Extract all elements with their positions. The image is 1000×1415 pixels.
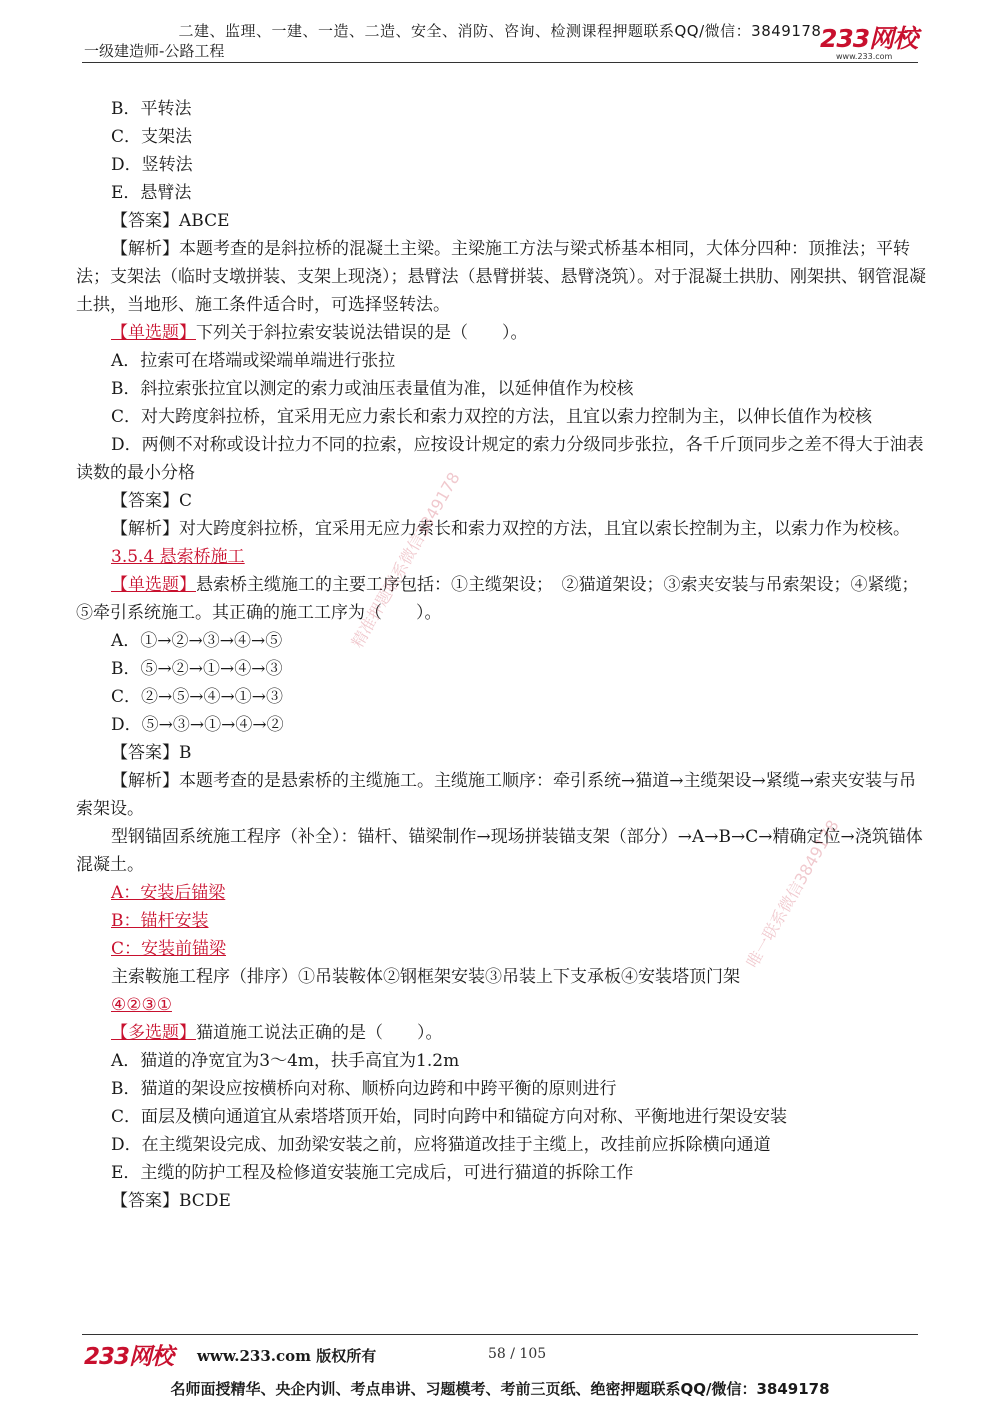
header-logo-url: www.233.com bbox=[836, 52, 893, 61]
section-title: 3.5.4 悬索桥施工 bbox=[111, 547, 245, 567]
q2-analysis: 【解析】对大跨度斜拉桥，宜采用无应力索长和索力双控的方法，且宜以索长控制为主，以索力作为校核。 bbox=[111, 519, 910, 539]
q4-option-d: D．在主缆架设完成、加劲梁安装之前，应将猫道改挂于主缆上，改挂前应拆除横向通道 bbox=[111, 1135, 771, 1155]
q4-option-b: B．猫道的架设应按横桥向对称、顺桥向边跨和中跨平衡的原则进行 bbox=[111, 1079, 617, 1099]
header-logo-text: 233网校 bbox=[820, 24, 918, 53]
q3-question bbox=[76, 571, 926, 627]
footer-logo: 233网校 bbox=[84, 1344, 174, 1370]
q1-option-e: E．悬臂法 bbox=[111, 183, 192, 203]
q4-option-e: E．主缆的防护工程及检修道安装施工完成后，可进行猫道的拆除工作 bbox=[111, 1163, 634, 1183]
q4-option-a: A．猫道的净宽宜为3～4m，扶手高宜为1.2m bbox=[111, 1051, 460, 1071]
header-subtitle: 一级建造师-公路工程 bbox=[84, 42, 225, 60]
q3-analysis: 【解析】本题考查的是悬索桥的主缆施工。主缆施工顺序：牵引系统→猫道→主缆架设→紧缆→索夹安装与吊索架设。 bbox=[76, 771, 916, 819]
q4-answer: 【答案】BCDE bbox=[111, 1191, 231, 1211]
q4-stem: 猫道施工说法正确的是（ ）。 bbox=[196, 1023, 443, 1043]
q4-option-c: C．面层及横向通道宜从索塔塔顶开始，同时向跨中和锚碇方向对称、平衡地进行架设安装 bbox=[111, 1107, 788, 1127]
q3-option-c: C．②→⑤→④→①→③ bbox=[111, 687, 283, 707]
watermark-1: 精准押题联系微信3849178 bbox=[347, 468, 464, 651]
q3-stem: 悬索桥主缆施工的主要工序包括：①主缆架设； ②猫道架设；③索夹安装与吊索架设；④紧缆；⑤牵引系统施工。其正确的施工工序为（ ）。 bbox=[76, 575, 919, 623]
q2-option-b: B．斜拉索张拉宜以测定的索力或油压表量值为准，以延伸值作为校核 bbox=[111, 379, 634, 399]
page-content bbox=[76, 95, 926, 1215]
q2-tag: 【单选题】 bbox=[111, 323, 196, 343]
footer-copyright: www.233.com 版权所有 bbox=[197, 1347, 377, 1365]
header-banner: 二建、监理、一建、一造、二造、安全、消防、咨询、检测课程押题联系QQ/微信：3849178 bbox=[178, 22, 822, 40]
watermark-2: 唯一联系微信3849178 bbox=[742, 816, 843, 971]
q3-tag: 【单选题】 bbox=[111, 575, 196, 595]
q1-option-c: C．支架法 bbox=[111, 127, 193, 147]
q3-option-a: A．①→②→③→④→⑤ bbox=[111, 631, 283, 651]
q4-question bbox=[76, 1019, 926, 1047]
q4-tag: 【多选题】 bbox=[111, 1023, 196, 1043]
footer-banner: 名师面授精华、央企内训、考点串讲、习题模考、考前三页纸、绝密押题联系QQ/微信：3849178 bbox=[170, 1380, 830, 1398]
q3-fill-b: B：锚杆安装 bbox=[111, 911, 209, 931]
q1-analysis: 【解析】本题考查的是斜拉桥的混凝土主梁。主梁施工方法与梁式桥基本相同，大体分四种：顶推法；平转法；支架法（临时支墩拼装、支架上现浇）；悬臂法（悬臂拼装、悬臂浇筑）。对于混凝土拱肋、刚架拱、钢管混凝土拱，当地形、施工条件适合时，可选择竖转法。 bbox=[76, 239, 926, 315]
q3-note-saddle: 主索鞍施工程序（排序）①吊装鞍体②钢框架安装③吊装上下支承板④安装塔顶门架 bbox=[111, 967, 740, 987]
q2-answer: 【答案】C bbox=[111, 491, 193, 511]
q1-option-b: B．平转法 bbox=[111, 99, 192, 119]
q3-note-anchorage: 型钢锚固系统施工程序（补全）：锚杆、锚梁制作→现场拼装锚支架（部分）→A→B→C→精确定位→浇筑锚体混凝土。 bbox=[76, 827, 923, 875]
footer-divider bbox=[82, 1334, 918, 1335]
page-number: 58 / 105 bbox=[488, 1346, 547, 1362]
q2-option-c: C．对大跨度斜拉桥，宜采用无应力索长和索力双控的方法，且宜以索力控制为主，以伸长值作为校核 bbox=[111, 407, 873, 427]
q3-answer: 【答案】B bbox=[111, 743, 192, 763]
q3-note-saddle-answer: ④②③① bbox=[111, 995, 172, 1015]
q2-option-a: A．拉索可在塔端或梁端单端进行张拉 bbox=[111, 351, 396, 371]
q1-answer: 【答案】ABCE bbox=[111, 211, 230, 231]
q3-fill-c: C：安装前锚梁 bbox=[111, 939, 227, 959]
q2-option-d: D．两侧不对称或设计拉力不同的拉索，应按设计规定的索力分级同步张拉，各千斤顶同步之差不得大于油表读数的最小分格 bbox=[76, 435, 924, 483]
q1-option-d: D．竖转法 bbox=[111, 155, 193, 175]
q3-option-b: B．⑤→②→①→④→③ bbox=[111, 659, 283, 679]
q2-stem: 下列关于斜拉索安装说法错误的是（ ）。 bbox=[196, 323, 528, 343]
q3-fill-a: A：安装后锚梁 bbox=[111, 883, 226, 903]
header-divider bbox=[82, 62, 918, 63]
q3-option-d: D．⑤→③→①→④→② bbox=[111, 715, 284, 735]
q2-question bbox=[76, 319, 926, 347]
header-logo bbox=[820, 26, 920, 64]
